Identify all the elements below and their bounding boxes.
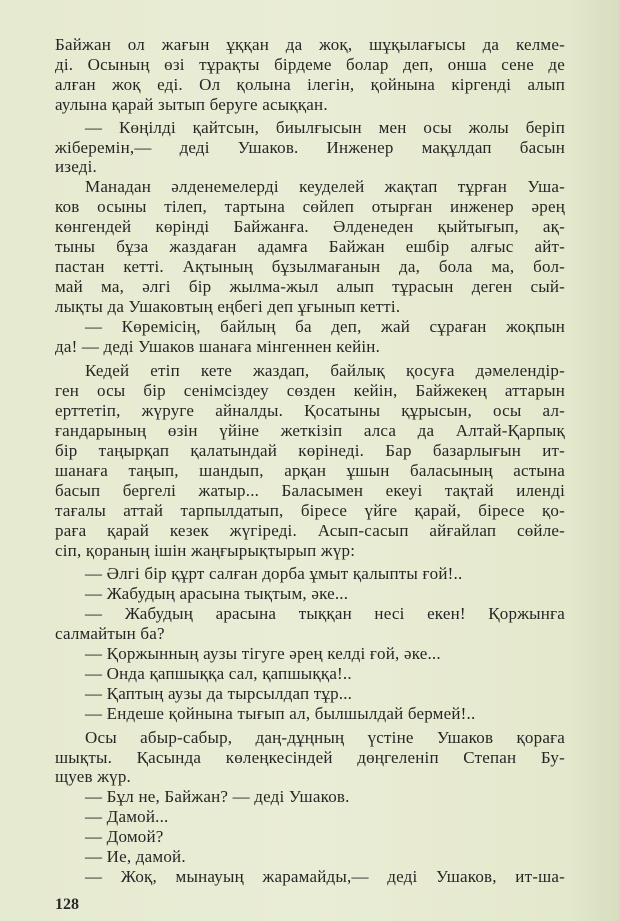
text-line: раға қарай кезек жүгіреді. Асып-сасып айғайлап сөйле- (55, 520, 565, 540)
text-line: — Қоржынның аузы тігуге әрең келді ғой, әке... (85, 644, 441, 663)
text-line: щуев жүр. (55, 767, 131, 787)
text-line: көнгендей көрінді Байжанға. Әлденеден қыйтығып, ақ- (55, 217, 565, 237)
text-line: — Қаптың аузы да тырсылдап тұр... (85, 683, 353, 703)
text-line: изеді. (55, 157, 97, 177)
text-line: шанаға таңып, шандып, арқан ұшын баласының астына (55, 460, 565, 480)
text-line: бір таңырқап қалатындай көрінеді. Бар базарлығын ит- (55, 441, 565, 460)
text-line: — Көңілді қайтсын, биылғысын мен осы жолы беріп (85, 117, 565, 137)
text-line: Кедей етіп кете жаздап, байлық қосуға дәмелендір- (85, 361, 565, 381)
text-line: тағалы аттай тарпылдатып, біресе үйге қарай, біресе қо- (55, 500, 565, 520)
text-line: лықты да Ушаковтың еңбегі деп ұғынып кетті. (55, 296, 401, 316)
text-line: ген осы бір сенімсіздеу сөзден кейін, Байжекең аттарын (55, 381, 565, 401)
page-number: 128 (55, 896, 79, 913)
text-line: шықты. Қасында көлеңкесіндей дөңгеленіп Степан Бу- (55, 747, 565, 767)
text-line: — Ие, дамой. (85, 847, 186, 866)
text-line: аулына қарай зытып беруге асыққан. (55, 94, 328, 114)
text-line: сіп, қораның ішін жаңғырықтырып жүр: (55, 540, 356, 560)
text-line: Манадан әлденемелерді кеуделей жақтап тұрған Уша- (85, 177, 565, 197)
text-line: — Жабудың арасына тықтым, әке... (85, 584, 349, 604)
text-line: тыны бұза жаздаған адамға Байжан ешбір алғыс айт- (55, 237, 565, 256)
text-line: Байжан ол жағын ұққан да жоқ, шұқылағысы да келме- (55, 35, 565, 54)
text-line: салмайтын ба? (55, 624, 165, 644)
text-line: — Онда қапшыққа сал, қапшыққа!.. (85, 663, 352, 683)
text-line: — Жабудың арасына тыққан несі екен! Қоржынға (85, 604, 565, 624)
text-line: ерттетіп, жүруге айналды. Қосатыны құрысын, осы ал- (55, 401, 565, 421)
text-line: май ма, әлгі бір жылма-жыл алып тұрасын деген сый- (55, 276, 565, 296)
text-line: — Көремісің, байлың ба деп, жай сұраған жоқпын (85, 316, 565, 336)
text-line: — Бұл не, Байжан? — деді Ушаков. (85, 787, 350, 807)
text-line: алған жоқ еді. Ол қолына ілегін, қойнына кіргенді алып (55, 74, 565, 94)
text-line: ғандарының өзін үйіне жеткізіп алса да Алтай-Қарпық (55, 421, 565, 441)
text-line: — Жоқ, мынауың жарамайды,— деді Ушаков, ит-ша- (85, 866, 565, 886)
text-line: — Әлгі бір құрт салған дорба ұмыт қалыпты ғой!.. (85, 564, 463, 584)
text-line: пастан кетті. Ақтының бұзылмағанын да, бола ма, бол- (55, 256, 565, 276)
text-line: басып бергелі жатыр... Баласымен екеуі тақтай иленді (55, 480, 565, 500)
text-line: — Дамой... (85, 807, 169, 827)
text-line: жіберемін,— деді Ушаков. Инженер мақұлдап басын (55, 137, 565, 157)
text-line: да! — деді Ушаков шанаға мінгеннен кейін. (55, 336, 381, 356)
text-line: ков осыны тілеп, тартына сөйлеп отырған инженер әрең (55, 197, 565, 217)
text-line: ді. Осының өзі тұрақты бірдеме болар деп, онша сене де (55, 54, 565, 74)
text-line: — Ендеше қойнына тығып ал, былшылдай бермей!.. (85, 703, 476, 723)
text-line: — Домой? (85, 827, 164, 847)
text-line: Осы абыр-сабыр, даң-дұңның үстіне Ушаков қораға (85, 727, 565, 747)
